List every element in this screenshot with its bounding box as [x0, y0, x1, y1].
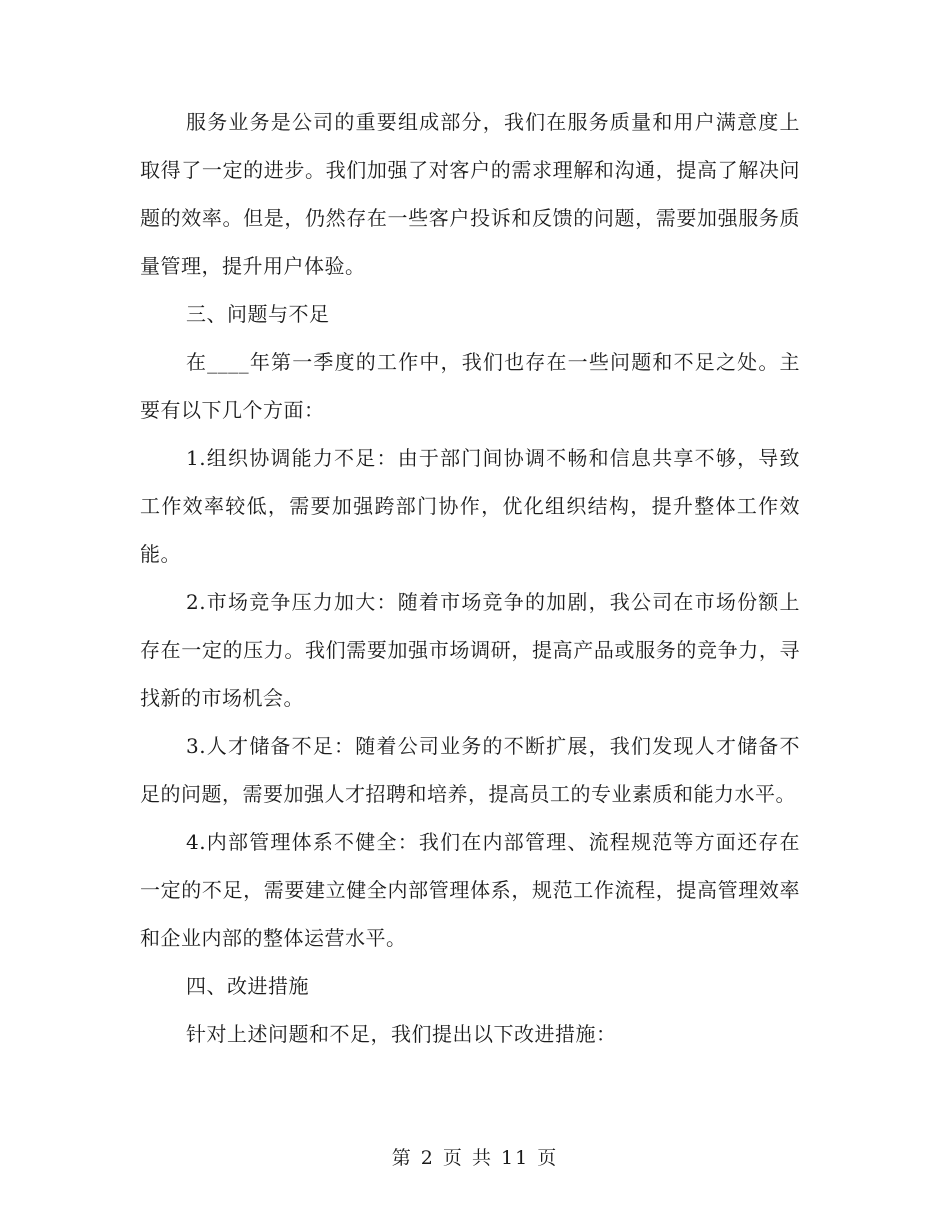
section-heading-improvements: 四、改进措施: [186, 974, 309, 998]
list-item-internal-management: 4.内部管理体系不健全：我们在内部管理、流程规范等方面还存在一定的不足，需要建立健全内部管理体系，规范工作流程，提高管理效率和企业内部的整体运营水平。: [140, 830, 800, 950]
paragraph-improvements-intro: 针对上述问题和不足，我们提出以下改进措施：: [186, 1022, 617, 1046]
section-heading-problems: 三、问题与不足: [186, 302, 330, 326]
paragraph-problems-intro: 在____年第一季度的工作中，我们也存在一些问题和不足之处。主要有以下几个方面：: [140, 350, 800, 422]
document-body: [140, 98, 800, 1058]
paragraph-service-business: 服务业务是公司的重要组成部分，我们在服务质量和用户满意度上取得了一定的进步。我们加强了对客户的需求理解和沟通，提高了解决问题的效率。但是，仍然存在一些客户投诉和反馈的问题，需要加强服务质量管理，提升用户体验。: [140, 110, 800, 278]
page-number-footer: 第 2 页 共 11 页: [391, 1147, 559, 1169]
list-item-coordination: 1.组织协调能力不足：由于部门间协调不畅和信息共享不够，导致工作效率较低，需要加强跨部门协作，优化组织结构，提升整体工作效能。: [140, 446, 800, 566]
list-item-market-competition: 2.市场竞争压力加大：随着市场竞争的加剧，我公司在市场份额上存在一定的压力。我们需要加强市场调研，提高产品或服务的竞争力，寻找新的市场机会。: [140, 590, 800, 710]
list-item-talent-reserve: 3.人才储备不足：随着公司业务的不断扩展，我们发现人才储备不足的问题，需要加强人才招聘和培养，提高员工的专业素质和能力水平。: [140, 734, 800, 806]
